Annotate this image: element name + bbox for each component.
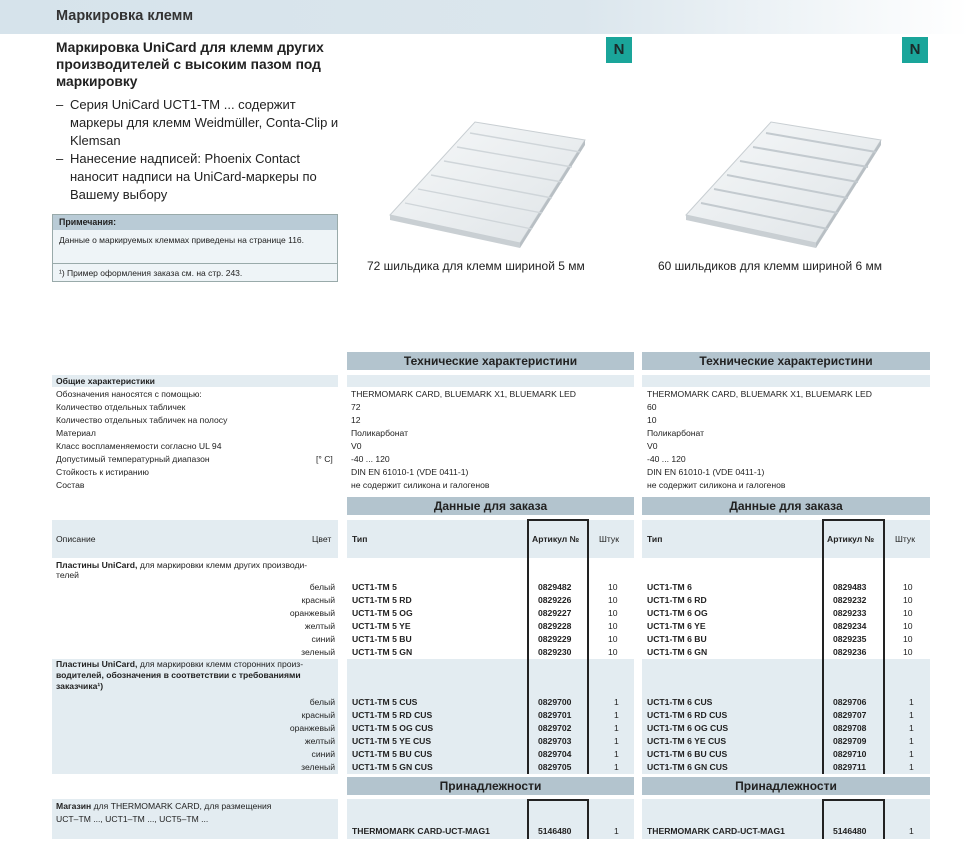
color-label: белый (309, 582, 335, 592)
column-qty: Штук (599, 534, 619, 544)
tech-label: Состав (56, 480, 85, 490)
order-rows-5mm (352, 581, 634, 659)
order-row (647, 735, 929, 748)
order-row (647, 722, 929, 735)
group-name: Пластины UniCard, (56, 659, 138, 669)
color-list (56, 696, 335, 774)
unit-label: [° C] (316, 454, 333, 464)
accessories-header: Принадлежности (642, 777, 930, 795)
group-description-cont: телей (56, 570, 79, 580)
order-rows-6mm-custom (647, 696, 929, 774)
group-description-cont: водителей, обозначения в соответствии с требованиями (56, 670, 301, 680)
quantity: 1 (909, 749, 914, 759)
group-detail: для маркировки клемм других производи- (139, 560, 308, 570)
tech-value: DIN EN 61010-1 (VDE 0411-1) (647, 467, 765, 477)
tech-value: 12 (351, 415, 361, 425)
tech-header: Технические характеристини (642, 352, 930, 370)
article-number: 0829705 (538, 762, 572, 772)
quantity: 1 (909, 762, 914, 772)
group-description (56, 559, 307, 572)
article-frame-left (822, 519, 824, 774)
order-row (647, 748, 929, 761)
color-label: белый (309, 697, 335, 707)
order-row (352, 581, 634, 594)
accessory-row (352, 825, 634, 838)
order-row (647, 581, 929, 594)
article-number: 0829707 (833, 710, 867, 720)
type-code: THERMOMARK CARD-UCT-MAG1 (352, 826, 490, 836)
article-number: 0829702 (538, 723, 572, 733)
column-color: Цвет (312, 534, 332, 544)
quantity: 10 (903, 647, 913, 657)
order-row (352, 646, 634, 659)
color-label: желтый (304, 621, 335, 631)
quantity: 1 (909, 736, 914, 746)
type-code: UCT1-TM 5 BU CUS (352, 749, 433, 759)
order-rows-6mm (647, 581, 929, 659)
article-number: 0829711 (833, 762, 866, 772)
color-label: оранжевый (289, 608, 335, 618)
order-row (647, 646, 929, 659)
column-header-shade (642, 520, 930, 558)
tech-label: Допустимый температурный диапазон (56, 454, 210, 464)
order-row (352, 748, 634, 761)
quantity: 10 (903, 608, 913, 618)
tech-value: 60 (647, 402, 657, 412)
article-frame-right (883, 799, 885, 839)
column-article: Артикул № (532, 534, 580, 544)
quantity: 1 (614, 826, 619, 836)
quantity: 1 (614, 710, 619, 720)
type-code: UCT1-TM 5 BU (352, 634, 412, 644)
type-code: UCT1-TM 5 GN CUS (352, 762, 433, 772)
type-code: UCT1-TM 5 OG CUS (352, 723, 434, 733)
general-characteristics-heading: Общие характеристики (52, 375, 338, 387)
tech-label: Материал (56, 428, 96, 438)
type-code: UCT1-TM 6 BU (647, 634, 707, 644)
type-code: UCT1-TM 6 CUS (647, 697, 713, 707)
quantity: 10 (903, 595, 913, 605)
article-number: 0829233 (833, 608, 867, 618)
new-badge: N (606, 37, 632, 63)
tech-label: Обозначения наносятся с помощью: (56, 389, 202, 399)
type-code: UCT1-TM 5 OG (352, 608, 413, 618)
tech-value: V0 (351, 441, 362, 451)
tech-value: V0 (647, 441, 658, 451)
order-row (352, 696, 634, 709)
article-number: 0829230 (538, 647, 572, 657)
group-name: Пластины UniCard, (56, 560, 138, 570)
article-number: 0829710 (833, 749, 867, 759)
quantity: 10 (903, 621, 913, 631)
order-row (352, 735, 634, 748)
tech-value: Поликарбонат (647, 428, 705, 438)
type-code: THERMOMARK CARD-UCT-MAG1 (647, 826, 785, 836)
article-number: 0829226 (538, 595, 572, 605)
type-code: UCT1-TM 5 CUS (352, 697, 418, 707)
product-caption: 60 шильдиков для клемм шириной 6 мм (658, 259, 883, 273)
section-title: Маркировка клемм (56, 8, 194, 24)
color-label: желтый (304, 736, 335, 746)
quantity: 1 (614, 723, 619, 733)
tech-row-shade (347, 375, 634, 387)
type-code: UCT1-TM 6 RD CUS (647, 710, 728, 720)
type-code: UCT1-TM 5 YE (352, 621, 411, 631)
type-code: UCT1-TM 6 YE CUS (647, 736, 727, 746)
marker-sheet-6mm-image (676, 110, 896, 250)
quantity: 10 (903, 582, 913, 592)
tech-label-row (56, 453, 336, 466)
article-number: 0829235 (833, 634, 867, 644)
order-row (647, 607, 929, 620)
order-header: Данные для заказа (642, 497, 930, 515)
order-row (647, 709, 929, 722)
product-family-title: Маркировка UniCard для клемм других производителей с высоким пазом под маркировку (56, 40, 324, 89)
article-frame-top (527, 519, 589, 521)
column-type: Тип (352, 534, 368, 544)
group-description (56, 659, 303, 670)
quantity: 10 (903, 634, 913, 644)
accessory-detail: для THERMOMARK CARD, для размещения (93, 801, 272, 811)
quantity: 10 (608, 647, 618, 657)
tech-value: Поликарбонат (351, 428, 409, 438)
feature-bullet: – Нанесение надписей: Phoenix Contact наносит надписи на UniCard-маркеры по Вашему выбору (56, 150, 346, 204)
order-row (647, 594, 929, 607)
type-code: UCT1-TM 6 GN CUS (647, 762, 728, 772)
color-label: зеленый (301, 762, 335, 772)
quantity: 10 (608, 621, 618, 631)
quantity: 1 (614, 736, 619, 746)
article-frame-right (587, 799, 589, 839)
type-code: UCT1-TM 6 GN (647, 647, 708, 657)
tech-label: Количество отдельных табличек (56, 402, 186, 412)
type-code: UCT1-TM 6 YE (647, 621, 706, 631)
type-code: UCT1-TM 5 RD CUS (352, 710, 433, 720)
tech-value: не содержит силикона и галогенов (647, 480, 786, 490)
quantity: 10 (608, 608, 618, 618)
article-number: 5146480 (833, 826, 867, 836)
notes-box (52, 214, 338, 282)
color-list (56, 581, 335, 659)
feature-list (56, 96, 346, 204)
quantity: 1 (909, 710, 914, 720)
order-row (647, 620, 929, 633)
tech-value: THERMOMARK CARD, BLUEMARK X1, BLUEMARK LED (351, 389, 576, 399)
order-row (352, 709, 634, 722)
accessory-description (56, 800, 271, 813)
quantity: 10 (608, 595, 618, 605)
order-row (352, 620, 634, 633)
order-header: Данные для заказа (347, 497, 634, 515)
order-row (647, 696, 929, 709)
color-label: красный (301, 595, 335, 605)
column-qty: Штук (895, 534, 915, 544)
article-number: 0829706 (833, 697, 867, 707)
tech-value: 10 (647, 415, 657, 425)
type-code: UCT1-TM 5 YE CUS (352, 736, 432, 746)
group-description-cont: заказчика¹) (56, 681, 104, 691)
article-number: 0829234 (833, 621, 867, 631)
tech-values-6mm (647, 388, 872, 492)
article-number: 0829229 (538, 634, 572, 644)
order-rows-5mm-custom (352, 696, 634, 774)
quantity: 1 (909, 723, 914, 733)
marker-sheet-5mm-image (380, 110, 600, 250)
type-code: UCT1-TM 6 OG (647, 608, 708, 618)
tech-value: -40 ... 120 (647, 454, 686, 464)
tech-labels (56, 388, 336, 492)
feature-bullet: – Серия UniCard UCT1-TM ... содержит маркеры для клемм Weidmüller, Conta-Clip и Klemsan (56, 96, 346, 150)
type-code: UCT1-TM 6 (647, 582, 692, 592)
article-frame-top (822, 799, 885, 801)
article-frame-top (527, 799, 589, 801)
section-header-band (0, 0, 969, 34)
tech-value: -40 ... 120 (351, 454, 390, 464)
tech-label: Количество отдельных табличек на полосу (56, 415, 228, 425)
article-frame-top (822, 519, 885, 521)
article-number: 0829483 (833, 582, 867, 592)
tech-values-5mm (351, 388, 576, 492)
type-code: UCT1-TM 5 GN (352, 647, 413, 657)
tech-value: не содержит силикона и галогенов (351, 480, 490, 490)
product-caption: 72 шильдика для клемм шириной 5 мм (367, 259, 585, 273)
color-label: синий (311, 634, 335, 644)
quantity: 1 (909, 826, 914, 836)
accessory-description-cont: UCT–TM ..., UCT1–TM ..., UCT5–TM ... (56, 814, 209, 824)
article-number: 0829236 (833, 647, 867, 657)
notes-text: Данные о маркируемых клеммах приведены на странице 116. (53, 230, 337, 264)
order-row (352, 594, 634, 607)
article-number: 0829228 (538, 621, 572, 631)
color-label: красный (301, 710, 335, 720)
color-label: зеленый (301, 647, 335, 657)
order-row (352, 607, 634, 620)
accessory-row (647, 825, 929, 838)
order-row (352, 633, 634, 646)
order-row (352, 761, 634, 774)
article-number: 0829708 (833, 723, 867, 733)
group-detail: для маркировки клемм сторонних произ- (139, 659, 304, 669)
article-frame-left (822, 799, 824, 839)
type-code: UCT1-TM 6 BU CUS (647, 749, 728, 759)
article-number: 5146480 (538, 826, 572, 836)
type-code: UCT1-TM 6 RD (647, 595, 707, 605)
notes-heading: Примечания: (53, 215, 337, 230)
tech-label: Класс воспламеняемости согласно UL 94 (56, 441, 222, 451)
article-number: 0829482 (538, 582, 572, 592)
accessories-header: Принадлежности (347, 777, 634, 795)
article-number: 0829232 (833, 595, 867, 605)
column-header-shade (347, 520, 634, 558)
type-code: UCT1-TM 5 RD (352, 595, 412, 605)
tech-value: THERMOMARK CARD, BLUEMARK X1, BLUEMARK LED (647, 389, 872, 399)
quantity: 1 (909, 697, 914, 707)
article-frame-left (527, 799, 529, 839)
quantity: 10 (608, 582, 618, 592)
tech-row-shade (642, 375, 930, 387)
column-description: Описание (56, 534, 96, 544)
order-row (647, 633, 929, 646)
article-frame-right (587, 519, 589, 774)
notes-footnote: ¹) Пример оформления заказа см. на стр. 243. (59, 268, 243, 278)
article-number: 0829700 (538, 697, 572, 707)
tech-value: DIN EN 61010-1 (VDE 0411-1) (351, 467, 469, 477)
article-number: 0829701 (538, 710, 572, 720)
quantity: 1 (614, 762, 619, 772)
accessory-name: Магазин (56, 801, 92, 811)
article-number: 0829703 (538, 736, 572, 746)
article-number: 0829709 (833, 736, 867, 746)
type-code: UCT1-TM 5 (352, 582, 397, 592)
type-code: UCT1-TM 6 OG CUS (647, 723, 729, 733)
quantity: 1 (614, 697, 619, 707)
order-row (352, 722, 634, 735)
tech-value: 72 (351, 402, 361, 412)
color-label: оранжевый (289, 723, 335, 733)
article-number: 0829227 (538, 608, 572, 618)
new-badge: N (902, 37, 928, 63)
color-label: синий (311, 749, 335, 759)
article-frame-right (883, 519, 885, 774)
article-number: 0829704 (538, 749, 572, 759)
tech-header: Технические характеристини (347, 352, 634, 370)
tech-label: Стойкость к истиранию (56, 467, 149, 477)
column-type: Тип (647, 534, 663, 544)
quantity: 1 (614, 749, 619, 759)
article-frame-left (527, 519, 529, 774)
quantity: 10 (608, 634, 618, 644)
order-row (647, 761, 929, 774)
column-article: Артикул № (827, 534, 875, 544)
